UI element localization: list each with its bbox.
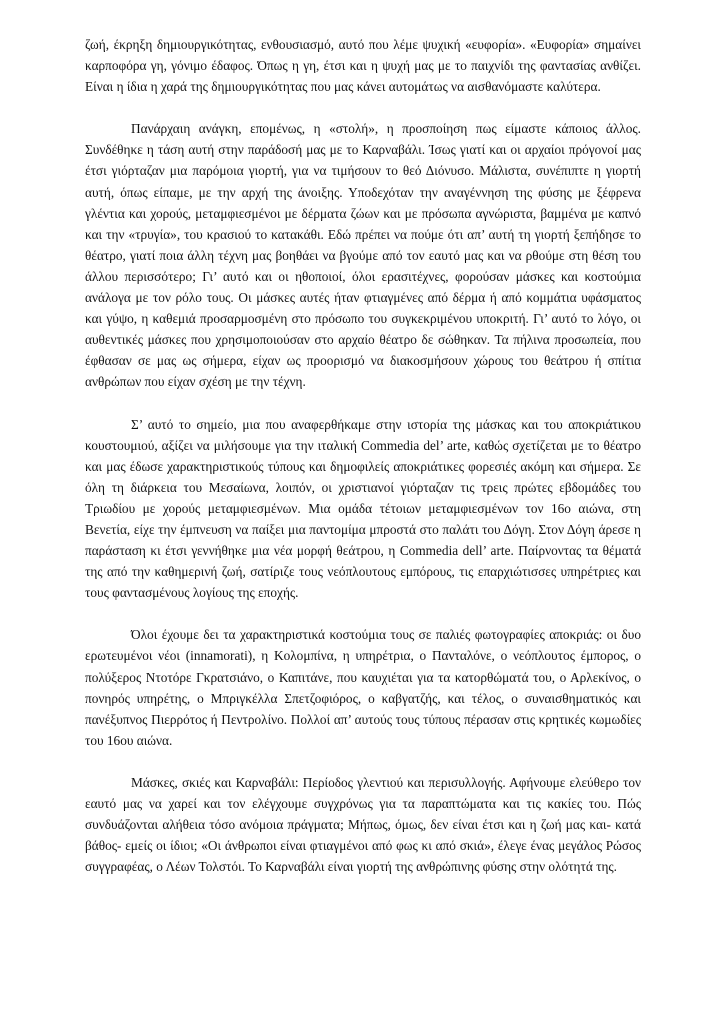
paragraph-4: Όλοι έχουμε δει τα χαρακτηριστικά κοστούμια τους σε παλιές φωτογραφίες αποκριάς: οι δυο ερωτευμένοι νέοι (innamorati), η Κολομπίνα, η υπηρέτρια, ο Πανταλόνε, ο νεόπλουτος έμπορος, ο πολύξερος Ντοτόρε Γκρατσιάνο, ο Καπιτάνε, που καυχιέται για τα κατορθώματά του, ο Αρλεκίνος, ο πονηρός υπηρέτης, ο Μπριγκέλλα Σπετζοφιόρος, ο καβγατζής, και τέλος, ο συναισθηματικός και πανέξυπνος Πιερρότος ή Πεντρολίνο. Πολλοί απ’ αυτούς τους τύπους πέρασαν στις κρητικές κωμωδίες του 16ου αιώνα.	[85, 627, 641, 748]
paragraph-5: Μάσκες, σκιές και Καρναβάλι: Περίοδος γλεντιού και περισυλλογής. Αφήνουμε ελεύθερο τον εαυτό μας να χαρεί και τον ελέγχουμε συγχρόνως για τα παραπτώματα και τις κακίες του. Πώς συνδυάζονται αλήθεια τόσο ανόμοια πράγματα; Μήπως, όμως, δεν είναι έτσι και η ζωή μας και- κατά βάθος- εμείς οι ίδιοι; «Οι άνθρωποι είναι φτιαγμένοι από φως κι από σκιά», έλεγε ένας μεγάλος Ρώσος συγγραφέας, ο Λέων Τολστόι. Το Καρναβάλι είναι γιορτή της ανθρώπινης φύσης στην ολότητά της.	[85, 774, 641, 875]
paragraph-1: ζωή, έκρηξη δημιουργικότητας, ενθουσιασμό, αυτό που λέμε ψυχική «ευφορία». «Ευφορία» σημαίνει καρποφόρα γη, γόνιμο έδαφος. Όπως η γη, έτσι και η ψυχή μας με το παιχνίδι της φαντασίας ανθίζει. Είναι η ίδια η χαρά της δημιουργικότητας που μας κάνει αυτομάτως να αισθανόμαστε καλύτερα.	[85, 37, 641, 95]
paragraph-3: Σ’ αυτό το σημείο, μια που αναφερθήκαμε στην ιστορία της μάσκας και του αποκριάτικου κουστουμιού, αξίζει να μιλήσουμε για την ιταλική Commedia del’ arte, καθώς σχετίζεται με το θέατρο και μας έδωσε χαρακτηριστικούς τύπους και δημοφιλείς αποκριάτικες φορεσιές ακόμη και σήμερα. Σε όλη τη διάρκεια του Μεσαίωνα, λοιπόν, οι χριστιανοί γιόρταζαν τις τρεις πρώτες εβδομάδες του Τριωδίου με χορούς μεταμφιεσμένων. Μια ομάδα τέτοιων μεταμφιεσμένων τον 16ο αιώνα, στη Βενετία, είχε την έμπνευση να παίξει μια παντομίμα μπροστά στο παλάτι του Δόγη. Στον Δόγη άρεσε η παράσταση κι έτσι γεννήθηκε μια νέα μορφή θεάτρου, η Commedia dell’ arte. Παίρνοντας τα θέματά της από την καθημερινή ζωή, σατίριζε τους νεόπλουτους εμπόρους, τις επαρχιώτισσες υπηρέτριες και τους φαντασμένους λογίους της εποχής.	[85, 416, 641, 601]
paragraph-2: Πανάρχαιη ανάγκη, επομένως, η «στολή», η προσποίηση πως είμαστε κάποιος άλλος. Συνδέθηκε η τάση αυτή στην παράδοσή μας με το Καρναβάλι. Ίσως γιατί και οι αρχαίοι πρόγονοί μας έτσι γιόρταζαν μια παρόμοια γιορτή, για να τιμήσουν το θεό Διόνυσο. Μάλιστα, συνέπιπτε η γιορτή αυτή, όπως είπαμε, με την αρχή της άνοιξης. Υποδεχόταν την αναγέννηση της φύσης με ξέφρενα γλέντια και χορούς, μεταμφιεσμένοι με δέρματα ζώων και με πρόσωπα αγνώριστα, βαμμένα με καπνό και την «τρυγία», του κρασιού το κατακάθι. Εδώ πρέπει να πούμε ότι απ’ αυτή τη γιορτή ξεπήδησε το θέατρο, γιατί ποια άλλη τέχνη μας βοηθάει να βγούμε από τον εαυτό μας και να ρθούμε στη θέση του άλλου περισσότερο; Γι’ αυτό και οι ηθοποιοί, όλοι ερασιτέχνες, φορούσαν μάσκες και κοστούμια ανάλογα με τον ρόλο τους. Οι μάσκες αυτές ήταν φτιαγμένες από δέρμα ή από κομμάτια υφάσματος και γύψο, η καθεμιά προσαρμοσμένη στο πρόσωπο του συγκεκριμένου υποκριτή. Γι’ αυτό το λόγο, οι αυθεντικές μάσκες που χρησιμοποιούσαν στο αρχαίο θέατρο δε σώθηκαν. Τα πήλινα προσωπεία, που έφθασαν σε μας ως σήμερα, είχαν ως προορισμό να διακοσμήσουν χώρους του θεάτρου ή σπίτια ανθρώπων που είχαν σχέση με την τέχνη.	[85, 121, 641, 390]
document-page	[85, 34, 641, 898]
